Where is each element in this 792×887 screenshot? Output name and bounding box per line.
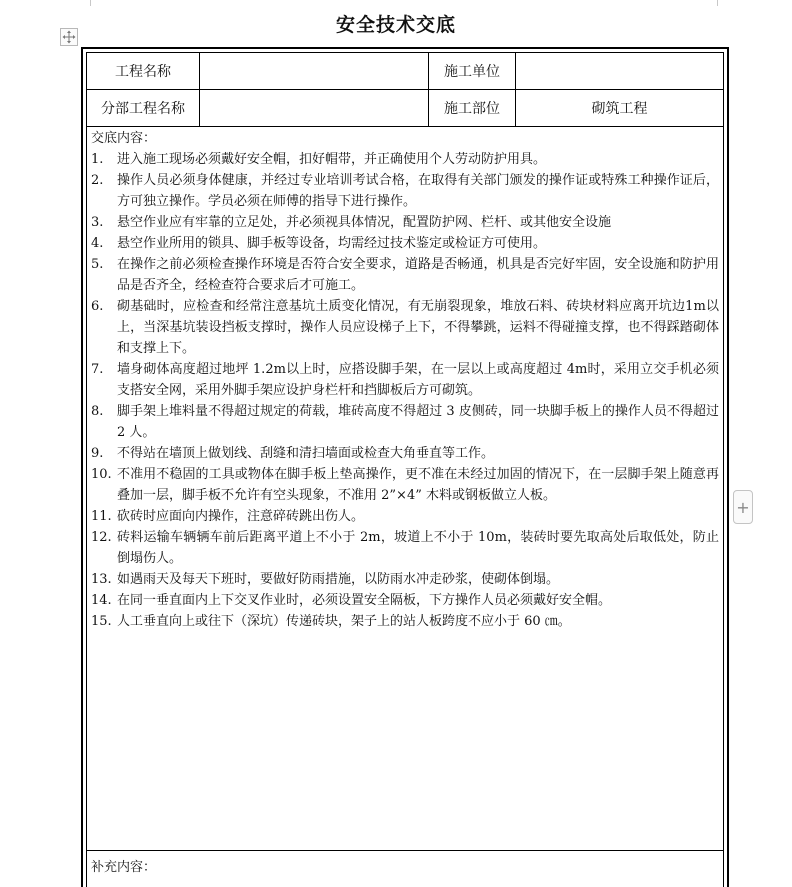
construction-unit-value[interactable] bbox=[516, 53, 723, 89]
item-text: 砌基础时，应检查和经常注意基坑土质变化情况，有无崩裂现象，堆放石料、砖块材料应离开坑边1m以上，当深基坑装设挡板支撑时，操作人员应设梯子上下，不得攀跳，运料不得碰撞支撑，也不得踩踏砌体和支撑上下。 bbox=[117, 299, 719, 356]
disclosure-item bbox=[91, 170, 719, 212]
item-number: 13. bbox=[91, 572, 112, 587]
item-text: 不得站在墙顶上做划线、刮缝和清扫墙面或检查大角垂直等工作。 bbox=[117, 446, 495, 461]
item-number: 3. bbox=[91, 215, 104, 230]
content-label: 交底内容： bbox=[91, 131, 157, 146]
item-number: 4. bbox=[91, 236, 104, 251]
disclosure-table bbox=[81, 47, 729, 887]
item-text: 脚手架上堆料量不得超过规定的荷载，堆砖高度不得超过 3 皮侧砖，同一块脚手板上的操作人员不得超过 2 人。 bbox=[117, 404, 719, 440]
item-number: 8. bbox=[91, 404, 104, 419]
disclosure-item bbox=[91, 296, 719, 359]
disclosure-item bbox=[91, 527, 719, 569]
item-number: 14. bbox=[91, 593, 112, 608]
table-inner bbox=[86, 52, 724, 887]
item-text: 如遇雨天及每天下班时，要做好防雨措施，以防雨水冲走砂浆，使砌体倒塌。 bbox=[117, 572, 560, 587]
item-text: 悬空作业应有牢靠的立足处，并必须视具体情况，配置防护网、栏杆、或其他安全设施 bbox=[117, 215, 612, 230]
disclosure-item bbox=[91, 611, 719, 632]
plus-icon: + bbox=[736, 497, 750, 517]
item-number: 11. bbox=[91, 509, 112, 524]
page-corner-mark-left bbox=[90, 0, 91, 6]
disclosure-item bbox=[91, 464, 719, 506]
item-number: 15. bbox=[91, 614, 112, 629]
item-number: 12. bbox=[91, 530, 112, 545]
header-row-subproject bbox=[87, 90, 723, 127]
item-text: 悬空作业所用的锁具、脚手板等设备，均需经过技术鉴定或检证方可使用。 bbox=[117, 236, 547, 251]
disclosure-item bbox=[91, 590, 719, 611]
disclosure-item bbox=[91, 359, 719, 401]
item-text: 墙身砌体高度超过地坪 1.2m以上时，应搭设脚手架，在一层以上或高度超过 4m时，采用立交手机必须支搭安全网，采用外脚手架应设护身栏杆和挡脚板后方可砌筑。 bbox=[117, 362, 719, 398]
item-text: 砍砖时应面向内操作，注意碎砖跳出伤人。 bbox=[117, 509, 365, 524]
item-number: 6. bbox=[91, 299, 104, 314]
construction-unit-label: 施工单位 bbox=[429, 53, 516, 89]
construction-part-value[interactable]: 砌筑工程 bbox=[591, 101, 648, 117]
item-text: 在同一垂直面内上下交叉作业时，必须设置安全隔板，下方操作人员必须戴好安全帽。 bbox=[117, 593, 612, 608]
disclosure-content[interactable] bbox=[87, 126, 723, 851]
project-name-value[interactable] bbox=[200, 53, 429, 89]
document-title: 安全技术交底 bbox=[335, 14, 456, 36]
page-corner-mark-right bbox=[717, 0, 718, 6]
add-row-button[interactable] bbox=[733, 490, 753, 524]
item-number: 10. bbox=[91, 467, 112, 482]
disclosure-items bbox=[91, 149, 719, 632]
item-text: 人工垂直向上或往下（深坑）传递砖块，架子上的站人板跨度不应小于 60 ㎝。 bbox=[117, 614, 571, 629]
item-text: 进入施工现场必须戴好安全帽，扣好帽带，并正确使用个人劳动防护用具。 bbox=[117, 152, 547, 167]
header-row-project bbox=[87, 53, 723, 90]
disclosure-item bbox=[91, 443, 719, 464]
item-number: 9. bbox=[91, 446, 104, 461]
subproject-name-value[interactable] bbox=[200, 90, 429, 126]
disclosure-item bbox=[91, 401, 719, 443]
disclosure-item bbox=[91, 149, 719, 170]
item-text: 砖料运输车辆辆车前后距离平道上不小于 2m，坡道上不小于 10m，装砖时要先取高处后取低处，防止倒塌伤人。 bbox=[117, 530, 719, 566]
item-text: 操作人员必须身体健康，并经过专业培训考试合格，在取得有关部门颁发的操作证或特殊工种操作证后，方可独立操作。学员必须在师傅的指导下进行操作。 bbox=[117, 173, 719, 209]
item-number: 5. bbox=[91, 257, 104, 272]
construction-part-label: 施工部位 bbox=[429, 90, 516, 126]
supplement-label: 补充内容： bbox=[91, 860, 157, 875]
item-number: 1. bbox=[91, 152, 104, 167]
disclosure-item bbox=[91, 212, 719, 233]
disclosure-item bbox=[91, 506, 719, 527]
item-number: 2. bbox=[91, 173, 104, 188]
disclosure-item bbox=[91, 569, 719, 590]
item-text: 不准用不稳固的工具或物体在脚手板上垫高操作，更不准在未经过加固的情况下，在一层脚手架上随意再叠加一层，脚手板不允许有空头现象，不准用 2”×4” 木料或钢板做立人板。 bbox=[117, 467, 719, 503]
disclosure-item bbox=[91, 254, 719, 296]
disclosure-item bbox=[91, 233, 719, 254]
item-number: 7. bbox=[91, 362, 104, 377]
subproject-name-label: 分部工程名称 bbox=[87, 90, 200, 126]
item-text: 在操作之前必须检查操作环境是否符合安全要求，道路是否畅通，机具是否完好牢固，安全设施和防护用品是否齐全，经检查符合要求后才可施工。 bbox=[117, 257, 719, 293]
project-name-label: 工程名称 bbox=[87, 53, 200, 89]
